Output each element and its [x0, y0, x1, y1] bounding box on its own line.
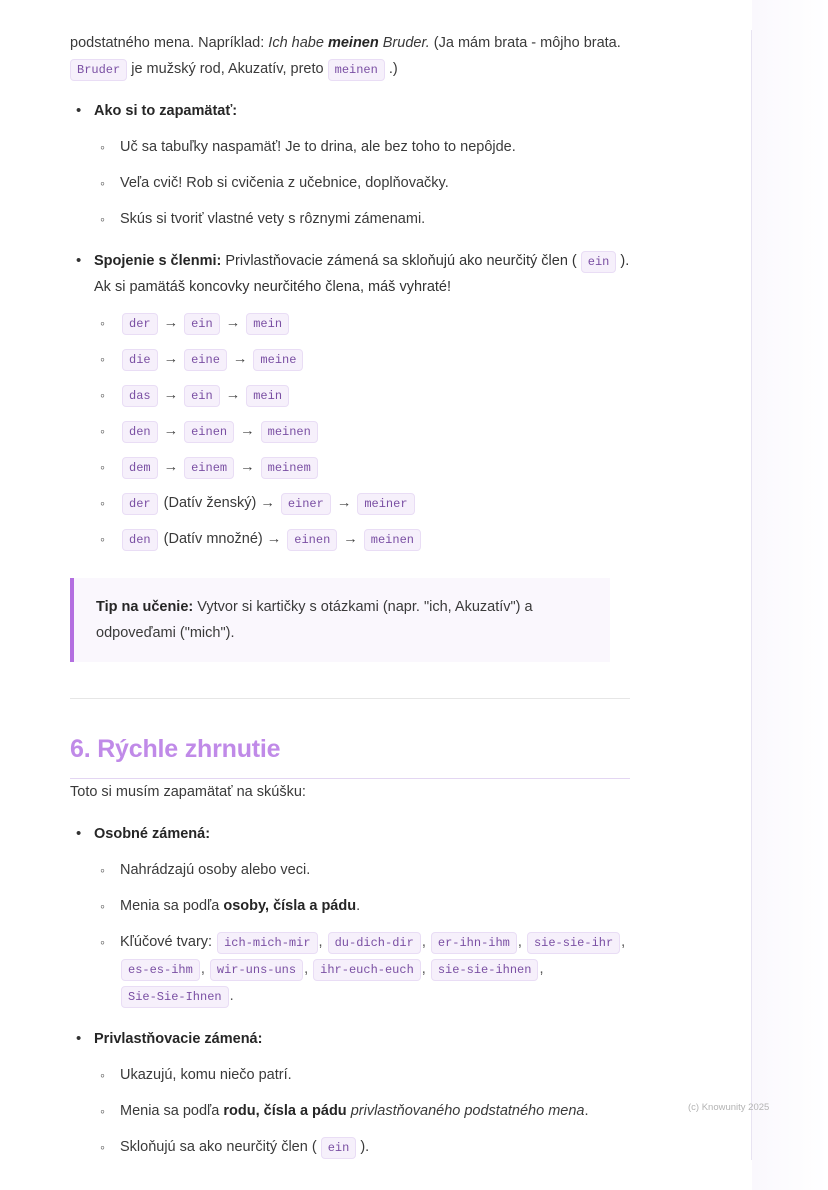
list-item	[94, 418, 630, 444]
list-item: ◦ Veľa cvič! Rob si cvičenia z učebnice, doplňovačky.	[94, 170, 630, 196]
arrow-icon: →	[163, 423, 179, 439]
copyright-footer: (c) Knowunity 2025	[688, 1102, 770, 1113]
list-item	[94, 346, 630, 372]
chain-0-c: mein	[246, 313, 289, 335]
page-title: 6. Rýchle zhrnutie	[70, 735, 630, 779]
remember-title: Ako si to zapamätať:	[94, 103, 238, 119]
article-chain-list	[94, 310, 630, 552]
bullet-possessive-pronouns	[70, 1026, 630, 1160]
bullet-personal-pronouns	[70, 821, 630, 1010]
code-meinen: meinen	[328, 59, 385, 81]
keyforms-end: .	[229, 988, 234, 1004]
arrow-icon: →	[163, 387, 179, 403]
possessive-item2-bold: rodu, čísla a pádu	[223, 1103, 347, 1119]
keyforms-label: Kľúčové tvary:	[120, 934, 213, 950]
list-item: ◦ Ukazujú, komu niečo patrí.	[94, 1062, 630, 1088]
arrow-icon: →	[163, 315, 179, 331]
code-ein: ein	[581, 251, 617, 273]
arrow-icon: →	[232, 351, 248, 367]
page-right-band	[752, 0, 828, 1190]
tip-callout	[70, 578, 610, 662]
list-item	[94, 310, 630, 336]
arrow-icon: →	[260, 495, 275, 511]
chain-5-b: einer	[281, 493, 331, 515]
chain-1-b: eine	[184, 349, 227, 371]
possessive-sublist	[94, 1062, 630, 1160]
summary-bullet-list	[70, 821, 630, 1160]
list-item: ◦ Uč sa tabuľky naspamäť! Je to drina, ale bez toho to nepôjde.	[94, 134, 630, 160]
possessive-item3-b: ).	[360, 1139, 370, 1155]
chain-5-note: (Datív ženský)	[163, 495, 257, 511]
arrow-icon: →	[266, 531, 282, 547]
chain-3-c: meinen	[261, 421, 318, 443]
intro-text-b: (Ja mám brata - môjho brata.	[429, 35, 621, 51]
possessive-item2-c: .	[584, 1103, 589, 1119]
arrow-icon: →	[336, 495, 352, 511]
intro-paragraph	[70, 30, 630, 82]
intro-italic-2: Bruder.	[378, 35, 430, 51]
possessive-title: Privlastňovacie zámená:	[94, 1031, 263, 1047]
keyform-3: sie-sie-ihr	[527, 932, 620, 954]
chain-5-c: meiner	[357, 493, 414, 515]
personal-sublist	[94, 857, 630, 1010]
keyform-5: wir-uns-uns	[210, 959, 303, 981]
code-ein-2: ein	[321, 1137, 357, 1159]
list-item	[94, 893, 630, 919]
main-bullet-list	[70, 98, 630, 552]
chain-4-a: dem	[122, 457, 158, 479]
articles-title: Spojenie s členmi:	[94, 253, 222, 269]
remember-sublist	[94, 134, 630, 232]
keyform-8: Sie-Sie-Ihnen	[121, 986, 229, 1008]
intro-text-a: podstatného mena. Napríklad:	[70, 35, 269, 51]
code-bruder: Bruder	[70, 59, 127, 81]
possessive-item2-a: Menia sa podľa	[120, 1103, 224, 1119]
chain-6-b: einen	[287, 529, 337, 551]
articles-text-b: ). Ak si pamätáš koncovky neurčitého člena, máš vyhraté!	[94, 253, 630, 295]
intro-italic: Ich habe	[268, 35, 328, 51]
summary-lead: Toto si musím zapamätať na skúšku:	[70, 784, 306, 800]
keyform-2: er-ihn-ihm	[431, 932, 517, 954]
intro-text-c: je mužský rod, Akuzatív, preto	[127, 61, 328, 77]
personal-title: Osobné zámená:	[94, 826, 211, 842]
chain-2-a: das	[122, 385, 158, 407]
list-item	[94, 526, 630, 552]
chain-0-a: der	[122, 313, 158, 335]
personal-change-a: Menia sa podľa	[120, 898, 224, 914]
chain-6-note: (Datív množné)	[163, 531, 263, 547]
chain-2-b: ein	[184, 385, 220, 407]
arrow-icon: →	[163, 459, 179, 475]
personal-change-b: .	[356, 898, 361, 914]
possessive-item2-italic: privlastňovaného podstatného mena	[350, 1103, 585, 1119]
chain-5-a: der	[122, 493, 158, 515]
chain-1-c: meine	[253, 349, 303, 371]
list-item	[94, 490, 630, 516]
arrow-icon: →	[163, 351, 179, 367]
chain-3-b: einen	[184, 421, 234, 443]
keyform-0: ich-mich-mir	[217, 932, 317, 954]
keyform-7: sie-sie-ihnen	[431, 959, 539, 981]
keyform-6: ihr-euch-euch	[313, 959, 421, 981]
arrow-icon: →	[240, 459, 255, 475]
personal-change-bold: osoby, čísla a pádu	[223, 898, 357, 914]
list-item: ◦ Skús si tvoriť vlastné vety s rôznymi zámenami.	[94, 206, 630, 232]
possessive-item3-a: Skloňujú sa ako neurčitý člen (	[120, 1139, 317, 1155]
arrow-icon: →	[225, 387, 241, 403]
arrow-icon: →	[225, 315, 241, 331]
keyform-4: es-es-ihm	[121, 959, 200, 981]
bullet-remember	[70, 98, 630, 232]
bullet-articles	[70, 248, 630, 552]
chain-4-c: meinem	[261, 457, 318, 479]
chain-4-b: einem	[184, 457, 234, 479]
section-divider	[70, 698, 630, 699]
keyform-1: du-dich-dir	[328, 932, 421, 954]
chain-1-a: die	[122, 349, 158, 371]
list-item	[94, 1098, 630, 1124]
list-item	[94, 454, 630, 480]
list-item: ◦ Nahrádzajú osoby alebo veci.	[94, 857, 630, 883]
tip-title: Tip na učenie:	[96, 599, 194, 615]
arrow-icon: →	[240, 423, 255, 439]
chain-2-c: mein	[246, 385, 289, 407]
chain-0-b: ein	[184, 313, 220, 335]
chain-6-a: den	[122, 529, 158, 551]
chain-6-c: meinen	[364, 529, 421, 551]
list-item	[94, 382, 630, 408]
arrow-icon: →	[343, 531, 358, 547]
page-right-rule	[751, 30, 752, 1160]
articles-text-a: Privlastňovacie zámená sa skloňujú ako neurčitý člen (	[221, 253, 577, 269]
list-item	[94, 1134, 630, 1160]
intro-text-d: .)	[384, 61, 398, 77]
list-item: ◦ Kľúčové tvary: ich-mich-mir , du-dich-dir , er-ihn-ihm , sie-sie-ihr , es-es-ihm , wir-uns-uns , ihr-euch-euch , sie-sie-ihnen , Sie-Sie-Ihnen .	[94, 929, 630, 1010]
chain-3-a: den	[122, 421, 158, 443]
tip-text: Vytvor si kartičky s otázkami (napr. "ich, Akuzatív") a odpoveďami ("mich").	[96, 599, 533, 641]
document-content	[70, 30, 630, 1160]
intro-bold-italic: meinen	[327, 35, 379, 51]
